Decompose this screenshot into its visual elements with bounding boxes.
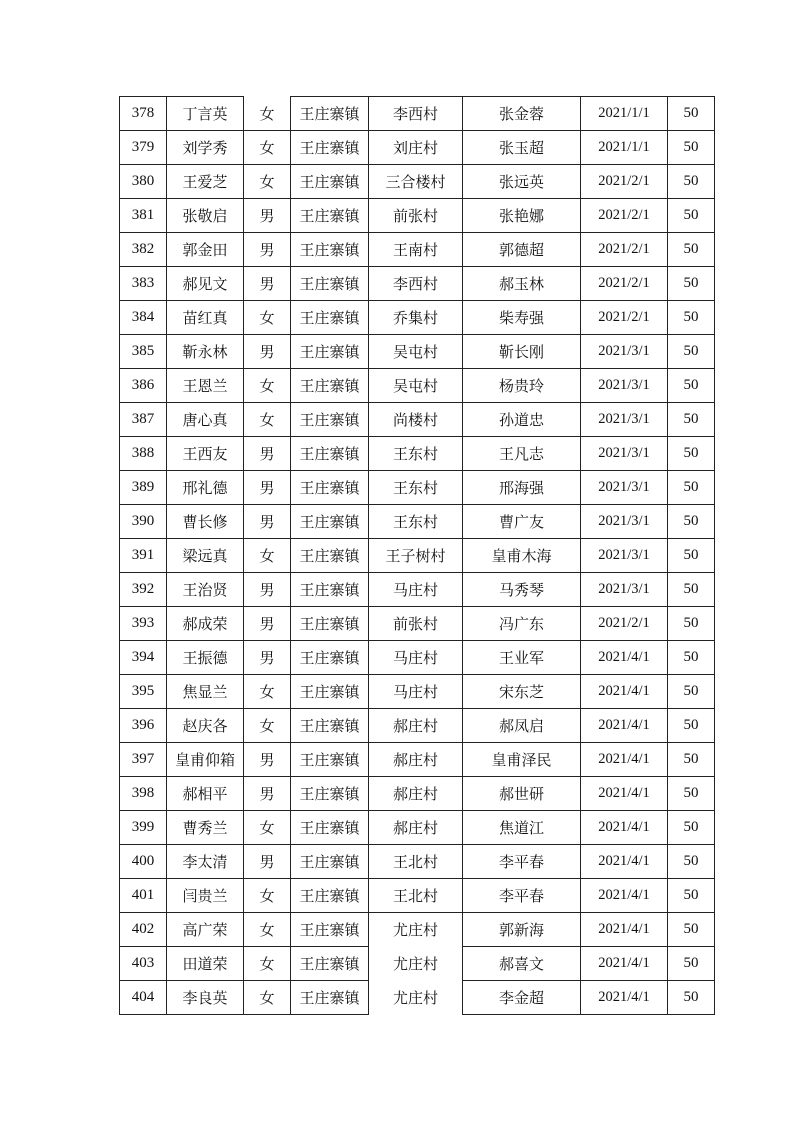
town-cell: 王庄寨镇	[291, 471, 369, 505]
village-cell: 李西村	[369, 97, 463, 131]
serial-number-cell: 382	[120, 233, 167, 267]
person-name-cell: 唐心真	[167, 403, 244, 437]
village-cell: 马庄村	[369, 675, 463, 709]
table-row	[120, 97, 715, 131]
amount-cell: 50	[668, 777, 715, 811]
person-name-cell: 王爱芝	[167, 165, 244, 199]
village-cell: 三合楼村	[369, 165, 463, 199]
contact-name-cell: 郝凤启	[463, 709, 581, 743]
table-row	[120, 675, 715, 709]
gender-cell: 女	[244, 369, 291, 403]
serial-number-cell: 383	[120, 267, 167, 301]
town-cell: 王庄寨镇	[291, 131, 369, 165]
table-row	[120, 369, 715, 403]
town-cell: 王庄寨镇	[291, 641, 369, 675]
village-cell: 王东村	[369, 437, 463, 471]
contact-name-cell: 郝世研	[463, 777, 581, 811]
town-cell: 王庄寨镇	[291, 199, 369, 233]
serial-number-cell: 404	[120, 981, 167, 1015]
person-name-cell: 刘学秀	[167, 131, 244, 165]
amount-cell: 50	[668, 811, 715, 845]
gender-cell: 男	[244, 505, 291, 539]
gender-cell: 男	[244, 233, 291, 267]
contact-name-cell: 郝喜文	[463, 947, 581, 981]
gender-cell: 男	[244, 335, 291, 369]
contact-name-cell: 李金超	[463, 981, 581, 1015]
serial-number-cell: 395	[120, 675, 167, 709]
amount-cell: 50	[668, 301, 715, 335]
contact-name-cell: 马秀琴	[463, 573, 581, 607]
person-name-cell: 高广荣	[167, 913, 244, 947]
table-row	[120, 607, 715, 641]
person-name-cell: 王恩兰	[167, 369, 244, 403]
person-name-cell: 田道荣	[167, 947, 244, 981]
amount-cell: 50	[668, 845, 715, 879]
serial-number-cell: 379	[120, 131, 167, 165]
gender-cell: 男	[244, 607, 291, 641]
contact-name-cell: 郭德超	[463, 233, 581, 267]
table-row	[120, 437, 715, 471]
gender-cell: 女	[244, 97, 291, 131]
gender-cell: 女	[244, 879, 291, 913]
table-row	[120, 709, 715, 743]
date-cell: 2021/2/1	[581, 301, 668, 335]
contact-name-cell: 皇甫泽民	[463, 743, 581, 777]
date-cell: 2021/3/1	[581, 573, 668, 607]
serial-number-cell: 388	[120, 437, 167, 471]
amount-cell: 50	[668, 369, 715, 403]
amount-cell: 50	[668, 641, 715, 675]
town-cell: 王庄寨镇	[291, 97, 369, 131]
contact-name-cell: 宋东芝	[463, 675, 581, 709]
amount-cell: 50	[668, 743, 715, 777]
serial-number-cell: 394	[120, 641, 167, 675]
date-cell: 2021/1/1	[581, 97, 668, 131]
serial-number-cell: 381	[120, 199, 167, 233]
amount-cell: 50	[668, 879, 715, 913]
amount-cell: 50	[668, 607, 715, 641]
town-cell: 王庄寨镇	[291, 301, 369, 335]
town-cell: 王庄寨镇	[291, 675, 369, 709]
town-cell: 王庄寨镇	[291, 811, 369, 845]
serial-number-cell: 392	[120, 573, 167, 607]
village-cell: 郝庄村	[369, 811, 463, 845]
serial-number-cell: 380	[120, 165, 167, 199]
serial-number-cell: 398	[120, 777, 167, 811]
serial-number-cell: 399	[120, 811, 167, 845]
person-name-cell: 李太清	[167, 845, 244, 879]
town-cell: 王庄寨镇	[291, 505, 369, 539]
contact-name-cell: 杨贵玲	[463, 369, 581, 403]
town-cell: 王庄寨镇	[291, 335, 369, 369]
amount-cell: 50	[668, 403, 715, 437]
table-row	[120, 879, 715, 913]
contact-name-cell: 郝玉林	[463, 267, 581, 301]
table-row	[120, 471, 715, 505]
village-cell: 郝庄村	[369, 777, 463, 811]
town-cell: 王庄寨镇	[291, 369, 369, 403]
amount-cell: 50	[668, 505, 715, 539]
date-cell: 2021/2/1	[581, 199, 668, 233]
gender-cell: 女	[244, 709, 291, 743]
amount-cell: 50	[668, 709, 715, 743]
gender-cell: 女	[244, 913, 291, 947]
serial-number-cell: 396	[120, 709, 167, 743]
date-cell: 2021/3/1	[581, 437, 668, 471]
serial-number-cell: 387	[120, 403, 167, 437]
table-row	[120, 505, 715, 539]
amount-cell: 50	[668, 675, 715, 709]
village-cell: 王北村	[369, 879, 463, 913]
table-row	[120, 743, 715, 777]
amount-cell: 50	[668, 233, 715, 267]
date-cell: 2021/2/1	[581, 233, 668, 267]
village-cell: 尤庄村	[369, 913, 463, 947]
contact-name-cell: 李平春	[463, 879, 581, 913]
town-cell: 王庄寨镇	[291, 913, 369, 947]
gender-cell: 女	[244, 131, 291, 165]
person-name-cell: 靳永林	[167, 335, 244, 369]
gender-cell: 女	[244, 301, 291, 335]
gender-cell: 女	[244, 947, 291, 981]
person-name-cell: 曹秀兰	[167, 811, 244, 845]
contact-name-cell: 张玉超	[463, 131, 581, 165]
roster-table	[119, 96, 715, 1015]
gender-cell: 男	[244, 777, 291, 811]
town-cell: 王庄寨镇	[291, 845, 369, 879]
contact-name-cell: 张远英	[463, 165, 581, 199]
person-name-cell: 梁远真	[167, 539, 244, 573]
village-cell: 前张村	[369, 199, 463, 233]
serial-number-cell: 378	[120, 97, 167, 131]
contact-name-cell: 孙道忠	[463, 403, 581, 437]
table-row	[120, 539, 715, 573]
table-row	[120, 301, 715, 335]
date-cell: 2021/4/1	[581, 913, 668, 947]
village-cell: 马庄村	[369, 641, 463, 675]
date-cell: 2021/4/1	[581, 947, 668, 981]
amount-cell: 50	[668, 471, 715, 505]
village-cell: 尚楼村	[369, 403, 463, 437]
person-name-cell: 郝相平	[167, 777, 244, 811]
date-cell: 2021/3/1	[581, 403, 668, 437]
village-cell: 马庄村	[369, 573, 463, 607]
amount-cell: 50	[668, 981, 715, 1015]
person-name-cell: 曹长修	[167, 505, 244, 539]
date-cell: 2021/4/1	[581, 675, 668, 709]
town-cell: 王庄寨镇	[291, 981, 369, 1015]
person-name-cell: 王西友	[167, 437, 244, 471]
village-cell: 郝庄村	[369, 743, 463, 777]
contact-name-cell: 郭新海	[463, 913, 581, 947]
person-name-cell: 苗红真	[167, 301, 244, 335]
serial-number-cell: 393	[120, 607, 167, 641]
contact-name-cell: 柴寿强	[463, 301, 581, 335]
village-cell: 尤庄村	[369, 981, 463, 1015]
person-name-cell: 邢礼德	[167, 471, 244, 505]
amount-cell: 50	[668, 539, 715, 573]
person-name-cell: 赵庆各	[167, 709, 244, 743]
gender-cell: 女	[244, 539, 291, 573]
village-cell: 王子树村	[369, 539, 463, 573]
village-cell: 王南村	[369, 233, 463, 267]
table-row	[120, 641, 715, 675]
town-cell: 王庄寨镇	[291, 743, 369, 777]
date-cell: 2021/2/1	[581, 267, 668, 301]
date-cell: 2021/2/1	[581, 607, 668, 641]
amount-cell: 50	[668, 97, 715, 131]
person-name-cell: 郝见文	[167, 267, 244, 301]
amount-cell: 50	[668, 437, 715, 471]
date-cell: 2021/3/1	[581, 369, 668, 403]
table-row	[120, 573, 715, 607]
town-cell: 王庄寨镇	[291, 233, 369, 267]
contact-name-cell: 曹广友	[463, 505, 581, 539]
serial-number-cell: 385	[120, 335, 167, 369]
table-row	[120, 777, 715, 811]
serial-number-cell: 390	[120, 505, 167, 539]
serial-number-cell: 391	[120, 539, 167, 573]
person-name-cell: 王治贤	[167, 573, 244, 607]
date-cell: 2021/3/1	[581, 505, 668, 539]
gender-cell: 男	[244, 845, 291, 879]
village-cell: 刘庄村	[369, 131, 463, 165]
serial-number-cell: 397	[120, 743, 167, 777]
amount-cell: 50	[668, 131, 715, 165]
date-cell: 2021/4/1	[581, 879, 668, 913]
table-row	[120, 335, 715, 369]
table-row	[120, 199, 715, 233]
table-row	[120, 267, 715, 301]
person-name-cell: 张敬启	[167, 199, 244, 233]
amount-cell: 50	[668, 947, 715, 981]
gender-cell: 男	[244, 199, 291, 233]
serial-number-cell: 400	[120, 845, 167, 879]
town-cell: 王庄寨镇	[291, 879, 369, 913]
contact-name-cell: 靳长刚	[463, 335, 581, 369]
amount-cell: 50	[668, 199, 715, 233]
amount-cell: 50	[668, 573, 715, 607]
serial-number-cell: 402	[120, 913, 167, 947]
gender-cell: 男	[244, 641, 291, 675]
table-row	[120, 165, 715, 199]
contact-name-cell: 邢海强	[463, 471, 581, 505]
amount-cell: 50	[668, 165, 715, 199]
town-cell: 王庄寨镇	[291, 709, 369, 743]
village-cell: 前张村	[369, 607, 463, 641]
roster-body	[120, 97, 715, 1015]
date-cell: 2021/1/1	[581, 131, 668, 165]
serial-number-cell: 384	[120, 301, 167, 335]
town-cell: 王庄寨镇	[291, 403, 369, 437]
date-cell: 2021/3/1	[581, 335, 668, 369]
amount-cell: 50	[668, 335, 715, 369]
town-cell: 王庄寨镇	[291, 165, 369, 199]
village-cell: 王东村	[369, 471, 463, 505]
date-cell: 2021/4/1	[581, 641, 668, 675]
contact-name-cell: 皇甫木海	[463, 539, 581, 573]
gender-cell: 男	[244, 437, 291, 471]
person-name-cell: 皇甫仰箱	[167, 743, 244, 777]
town-cell: 王庄寨镇	[291, 267, 369, 301]
gender-cell: 男	[244, 573, 291, 607]
town-cell: 王庄寨镇	[291, 607, 369, 641]
person-name-cell: 郝成荣	[167, 607, 244, 641]
town-cell: 王庄寨镇	[291, 539, 369, 573]
town-cell: 王庄寨镇	[291, 777, 369, 811]
village-cell: 王北村	[369, 845, 463, 879]
date-cell: 2021/3/1	[581, 539, 668, 573]
serial-number-cell: 401	[120, 879, 167, 913]
person-name-cell: 闫贵兰	[167, 879, 244, 913]
amount-cell: 50	[668, 913, 715, 947]
date-cell: 2021/4/1	[581, 777, 668, 811]
date-cell: 2021/4/1	[581, 811, 668, 845]
gender-cell: 女	[244, 811, 291, 845]
contact-name-cell: 张金蓉	[463, 97, 581, 131]
person-name-cell: 王振德	[167, 641, 244, 675]
gender-cell: 女	[244, 675, 291, 709]
table-row	[120, 403, 715, 437]
person-name-cell: 郭金田	[167, 233, 244, 267]
village-cell: 郝庄村	[369, 709, 463, 743]
amount-cell: 50	[668, 267, 715, 301]
village-cell: 王东村	[369, 505, 463, 539]
serial-number-cell: 386	[120, 369, 167, 403]
person-name-cell: 丁言英	[167, 97, 244, 131]
village-cell: 尤庄村	[369, 947, 463, 981]
table-row	[120, 913, 715, 947]
date-cell: 2021/2/1	[581, 165, 668, 199]
table-row	[120, 811, 715, 845]
table-row	[120, 845, 715, 879]
date-cell: 2021/4/1	[581, 845, 668, 879]
village-cell: 乔集村	[369, 301, 463, 335]
town-cell: 王庄寨镇	[291, 437, 369, 471]
gender-cell: 女	[244, 165, 291, 199]
village-cell: 吴屯村	[369, 335, 463, 369]
contact-name-cell: 李平春	[463, 845, 581, 879]
gender-cell: 男	[244, 267, 291, 301]
serial-number-cell: 389	[120, 471, 167, 505]
gender-cell: 女	[244, 403, 291, 437]
contact-name-cell: 王凡志	[463, 437, 581, 471]
table-row	[120, 233, 715, 267]
contact-name-cell: 冯广东	[463, 607, 581, 641]
table-row	[120, 131, 715, 165]
date-cell: 2021/4/1	[581, 981, 668, 1015]
town-cell: 王庄寨镇	[291, 573, 369, 607]
contact-name-cell: 焦道江	[463, 811, 581, 845]
gender-cell: 女	[244, 981, 291, 1015]
table-row	[120, 981, 715, 1015]
person-name-cell: 李良英	[167, 981, 244, 1015]
table-row	[120, 947, 715, 981]
gender-cell: 男	[244, 471, 291, 505]
contact-name-cell: 王业军	[463, 641, 581, 675]
date-cell: 2021/4/1	[581, 709, 668, 743]
serial-number-cell: 403	[120, 947, 167, 981]
date-cell: 2021/4/1	[581, 743, 668, 777]
town-cell: 王庄寨镇	[291, 947, 369, 981]
date-cell: 2021/3/1	[581, 471, 668, 505]
contact-name-cell: 张艳娜	[463, 199, 581, 233]
person-name-cell: 焦显兰	[167, 675, 244, 709]
village-cell: 吴屯村	[369, 369, 463, 403]
gender-cell: 男	[244, 743, 291, 777]
village-cell: 李西村	[369, 267, 463, 301]
